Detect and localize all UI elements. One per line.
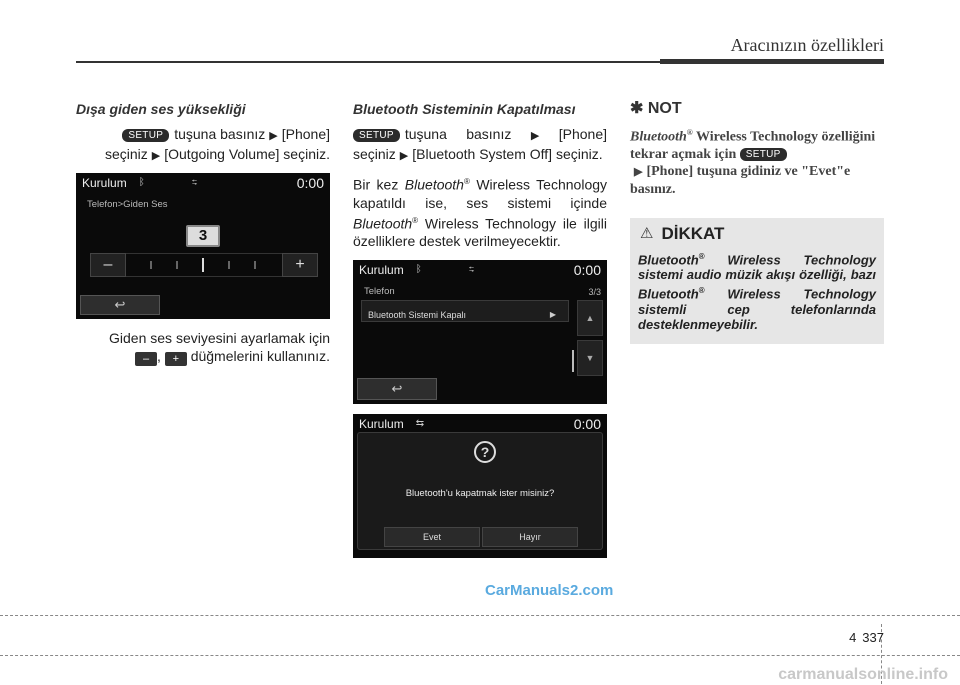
volume-tick [150,261,152,269]
arrow-right-icon: ▶ [151,150,161,162]
setup-key-icon: SETUP [122,129,169,142]
status-icons: ⇆ [415,418,447,430]
confirm-dialog [357,432,603,550]
back-button[interactable]: ↩ [80,295,160,315]
minus-key-icon: – [135,352,157,366]
scroll-down-button[interactable]: ▼ [577,340,603,376]
caution-header [638,225,876,243]
footer-dashed-line [0,655,960,656]
screen-title: Kurulum [359,417,404,432]
plus-key-icon: + [165,352,187,366]
screen-clock: 0:00 [296,175,324,191]
chapter-number: 4 [849,630,857,645]
volume-tick [254,261,256,269]
screen-title: Kurulum [82,176,127,190]
section-title-outgoing-volume: Dışa giden ses yüksekliği [76,101,246,117]
screen-title: Kurulum [359,263,404,278]
instruction-outgoing-volume: SETUP tuşuna basınız ▶ [Phone] seçiniz ▶ [Outgoing Volume] seçiniz. [104,126,330,162]
page-header-title: Aracınızın özellikleri [730,35,884,55]
instruction-bluetooth-off: SETUP tuşuna basınız ▶ [Phone] seçiniz ▶ [Bluetooth System Off] seçiniz. [353,126,607,162]
footer-watermark: carmanualsonline.info [778,666,948,683]
caution-text: Bluetooth® Wireless Technology sistemi audio müzik akışı özelliği, bazı Bluetooth® Wireless Technology sistemli cep telefonlarında desteklenmeyebilir. [638,251,876,333]
scroll-up-button[interactable]: ▲ [577,300,603,336]
arrow-right-icon: ▶ [634,165,643,178]
column-note [630,100,884,344]
caution-box [630,218,884,344]
yes-button[interactable]: Evet [384,527,480,547]
back-button[interactable]: ↩ [357,378,437,400]
page-number-value: 337 [862,630,884,645]
note-text: Bluetooth® Wireless Technology özelliğini tekrar açmak için SETUP ▶ [Phone] tuşuna gidiniz ve "Evet"e basınız. [630,128,876,197]
caution-title: DİKKAT [661,223,725,243]
setup-key-icon: SETUP [740,148,787,161]
volume-tick [176,261,178,269]
screen-header [76,173,330,193]
screen-bluetooth-system [353,260,607,404]
scrollbar-indicator [572,350,574,372]
volume-tick-current [202,258,204,272]
section-title-bluetooth-off: Bluetooth Sisteminin Kapatılması [353,101,576,117]
column-bluetooth-off [353,100,607,558]
screen-breadcrumb: Telefon [364,286,395,298]
screen-breadcrumb: Telefon>Giden Ses [87,199,168,210]
screen-header [353,414,607,434]
volume-value-display: 3 [186,225,220,247]
footer-dashed-line [0,615,960,616]
page-number [849,630,884,645]
screen-outgoing-volume [76,173,330,319]
status-icons: ᛒ ⇆ [415,264,497,276]
list-item-bluetooth-system-off[interactable]: Bluetooth Sistemi Kapalı ▶ [361,300,569,322]
page-indicator: 3/3 [588,287,601,298]
column-outgoing-volume [76,100,330,374]
note-title: ✱ NOT [630,100,682,117]
status-icons: ᛒ ⇆ [138,177,220,188]
arrow-right-icon: ▶ [269,130,278,142]
screen-header [353,260,607,280]
dialog-message: Bluetooth'u kapatmak ister misiniz? [405,488,555,500]
paragraph-bluetooth-off-info: Bir kez Bluetooth® Wireless Technology kapatıldı ise, ses sistemi içinde Bluetooth® Wireless Technology ile ilgili özelliklere destek verilmeyecektir. [353,176,608,250]
watermark-carmanuals: CarManuals2.com [485,582,614,599]
arrow-right-icon: ▶ [515,130,555,142]
setup-key-icon: SETUP [353,129,400,142]
arrow-right-icon: ▶ [399,150,409,162]
caption-volume-buttons: Giden ses seviyesini ayarlamak için – , + düğmelerini kullanınız. [109,330,330,365]
volume-up-button[interactable]: + [282,253,318,277]
no-button[interactable]: Hayır [482,527,578,547]
chevron-right-icon: ▶ [549,310,556,320]
volume-down-button[interactable]: – [90,253,126,277]
screen-clock: 0:00 [573,416,601,433]
question-icon: ? [474,441,496,463]
volume-tick [228,261,230,269]
screen-clock: 0:00 [573,262,601,279]
screen-bluetooth-confirm [353,414,607,558]
warning-icon: ⚠ [640,224,654,242]
header-rule-accent [660,59,884,64]
